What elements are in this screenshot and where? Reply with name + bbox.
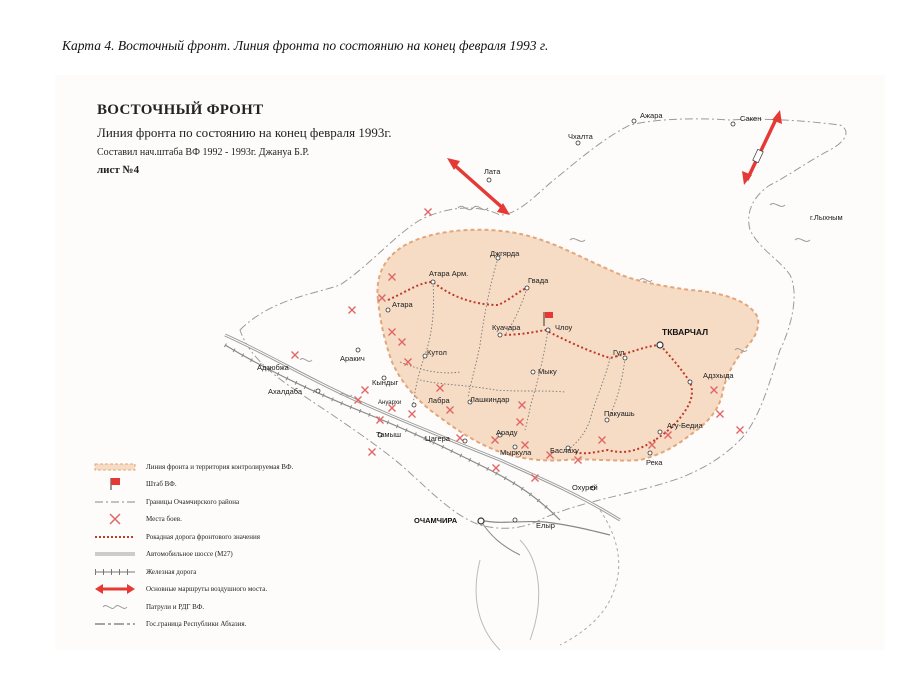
highway-symbol — [93, 550, 137, 558]
legend-text: Линия фронта и территория контролируемая ВФ. — [146, 462, 294, 471]
map-title-block — [97, 102, 391, 176]
place-gup: Гуп — [613, 348, 625, 357]
legend-item — [90, 581, 293, 599]
place-reka: Река — [646, 458, 663, 467]
rocade-road-symbol — [93, 534, 137, 540]
place-myku: Мыку — [538, 367, 557, 376]
place-kutol: Кутол — [427, 348, 447, 357]
map-legend — [90, 458, 293, 633]
place-labra: Лабра — [428, 396, 450, 405]
railway-symbol — [93, 568, 137, 576]
place-akhaldaba: Ахалдаба — [268, 387, 303, 396]
place-kyndyg: Кындыг — [372, 378, 399, 387]
legend-text: Рокадная дорога фронтового значения — [146, 532, 260, 541]
place-lata: Лата — [484, 167, 501, 176]
legend-text: Железная дорога — [146, 567, 197, 576]
front-line-symbol — [93, 462, 137, 472]
legend-text: Гос.граница Республики Абхазия. — [146, 620, 247, 629]
place-saken: Сакен — [740, 114, 762, 123]
place-atara: Атара — [392, 300, 413, 309]
place-lashkindar: Лашкиндар — [470, 395, 510, 404]
legend-text: Автомобильное шоссе (М27) — [146, 550, 233, 559]
legend-item — [90, 511, 293, 529]
map-author: Составил нач.штаба ВФ 1992 - 1993г. Джануа Б.Р. — [97, 147, 310, 158]
place-anuarkhu: Ануархи — [378, 400, 402, 406]
battle-cross-icon — [108, 512, 122, 526]
hq-flag-icon — [105, 477, 125, 491]
place-ochamchira: ОЧАМЧИРА — [414, 516, 458, 525]
legend-item — [90, 458, 293, 476]
place-okhurey: Охурей — [572, 483, 598, 492]
place-gvada: Гвада — [528, 276, 549, 285]
legend-item — [90, 616, 293, 634]
legend-item — [90, 528, 293, 546]
place-tamysh: Тамыш — [376, 430, 401, 439]
place-arady: Арадy — [496, 428, 518, 437]
legend-item — [90, 493, 293, 511]
map-subtitle: Линия фронта по состоянию на конец февраля 1993г. — [97, 125, 392, 140]
district-border-symbol — [93, 499, 137, 505]
place-tkvarchal: ТКВАРЧАЛ — [662, 327, 709, 337]
air-bridge-symbol — [93, 584, 137, 594]
place-elyr: Елыр — [536, 521, 555, 530]
legend-text: Штаб ВФ. — [146, 480, 177, 489]
place-chlou: Члоу — [555, 323, 573, 332]
place-tsagera: Цагера — [425, 434, 450, 443]
place-azhara: Ажара — [640, 111, 663, 120]
page-caption: Карта 4. Восточный фронт. Линия фронта по состоянию на конец февраля 1993 г. — [62, 38, 549, 53]
legend-text: Основные маршруты воздушного моста. — [146, 585, 268, 594]
place-adzkhyda: Адзхыда — [703, 371, 734, 380]
legend-item — [90, 563, 293, 581]
patrol-symbol — [100, 602, 130, 612]
map-title: ВОСТОЧНЫЙ ФРОНТ — [97, 102, 264, 118]
legend-item — [90, 476, 293, 494]
place-chkhalta: Чхалта — [568, 132, 593, 141]
place-atara-arm: Атара Арм. — [429, 269, 469, 278]
place-lykhnym: г.Лыхным — [810, 213, 843, 222]
legend-text: Места боев. — [146, 515, 182, 524]
legend-item — [90, 546, 293, 564]
place-pakuash: Пакуашь — [604, 409, 635, 418]
place-agu-bedia: Агу-Бедиа — [667, 421, 703, 430]
place-kuachara: Куачара — [492, 323, 521, 332]
state-border-symbol — [93, 621, 137, 627]
map-sheet: лист №4 — [97, 164, 140, 176]
legend-text: Границы Очамчирского района — [146, 497, 240, 506]
legend-item — [90, 598, 293, 616]
place-myrkula: Мыркула — [500, 448, 532, 457]
place-dzhgyarda: Джгярда — [490, 249, 520, 258]
place-arakich: Аракич — [340, 354, 365, 363]
place-adzyubzha: Адзюбжа — [257, 363, 289, 372]
place-baslakhu: Баслаху — [550, 446, 579, 455]
legend-text: Патрули и РДГ ВФ. — [146, 602, 205, 611]
